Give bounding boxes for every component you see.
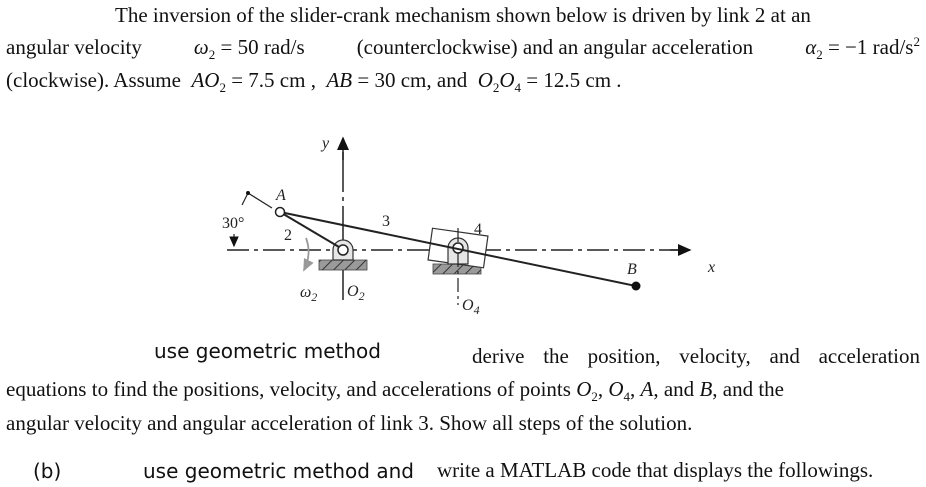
part-b-text: write a MATLAB code that displays the followings. [437, 458, 874, 482]
ab-expression: AB = 30 cm, and [326, 68, 468, 92]
part-a-intro: derive the position, velocity, and acceleration [472, 344, 920, 368]
o2-label: $O_2$ [347, 283, 365, 303]
assume-text: (clockwise). Assume [6, 68, 181, 92]
y-axis-label: y [322, 135, 330, 152]
omega-direction-text: (counterclockwise) and an angular acceleration [356, 35, 754, 59]
o2o4-expression: $O_2O_4 = 12.5$ cm . [477, 68, 622, 95]
alpha2-expression: $\alpha_2 = -1$ rad/$s^2$ [805, 34, 920, 62]
part-a-overlay-text: use geometric method [154, 339, 381, 363]
problem-intro-text: The inversion of the slider-crank mechanism shown below is driven by link 2 at an [115, 3, 811, 27]
ground-support-o4 [428, 221, 488, 317]
angle-label: 30° [222, 215, 245, 232]
point-a-label: A [276, 187, 286, 204]
omega2-label: $\omega_2$ [300, 284, 318, 304]
angular-velocity-label: angular velocity [6, 35, 142, 59]
part-b-overlay-text: use geometric method and [143, 459, 414, 483]
problem-line-1 [115, 2, 921, 28]
ao2-expression: $AO_2 = 7.5$ cm , [191, 68, 316, 95]
y-axis [320, 135, 343, 300]
point-b [632, 282, 641, 291]
point-a [276, 208, 285, 217]
part-a-line-3: angular velocity and angular acceleration of link 3. Show all steps of the solution. [6, 411, 693, 435]
part-a-line-1 [472, 343, 920, 369]
part-b-label: (b) [33, 459, 62, 483]
problem-line-2 [6, 34, 920, 60]
pivot-o2 [338, 245, 348, 255]
o4-label: $O_4$ [462, 297, 480, 317]
link-4-label: 4 [474, 221, 482, 238]
slider-crank-diagram [200, 120, 720, 320]
link-3-label: 3 [382, 213, 390, 230]
omega2-arrow-icon [304, 238, 309, 270]
omega2-expression: $\omega_2 = 50$ rad/s [193, 35, 305, 62]
part-a-line-2: equations to find the positions, velocity, and accelerations of points $O_2$, $O_4$, A, and B, and the [6, 377, 784, 404]
problem-line-3 [6, 67, 622, 93]
point-b-label: B [627, 261, 637, 278]
angle-extension-line [248, 193, 272, 208]
x-axis-label: x [708, 259, 716, 276]
link-2-label: 2 [284, 227, 292, 244]
